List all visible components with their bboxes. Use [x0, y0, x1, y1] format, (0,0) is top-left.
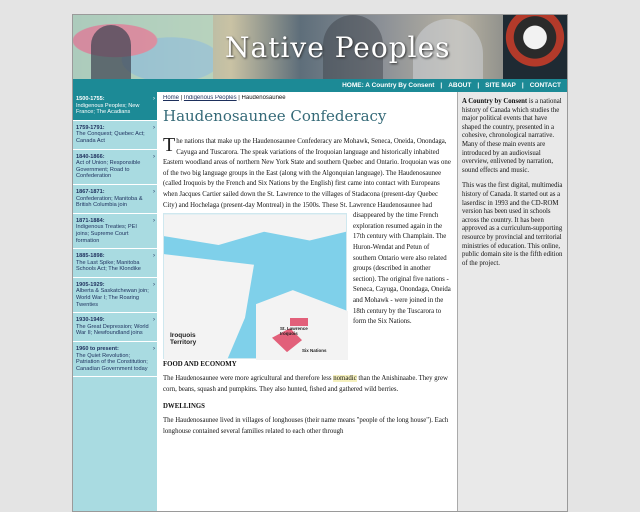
chevron-right-icon: ›: [153, 346, 155, 353]
about-paragraph-1: A Country by Consent is a national history of Canada which studies the major political events that have shaped the country, presented in a cohesive, chronological narrative. Many of these main events are introduced by an audiovisual overview, enlivened by narration, sound effects and music.: [462, 98, 562, 174]
top-nav: HOME: A Country By Consent | ABOUT | SITE MAP | CONTACT: [73, 79, 567, 92]
food-economy-heading: FOOD AND ECONOMY: [163, 361, 237, 369]
food-economy-paragraph: The Haudenosaunee were more agricultural and therefore less nomadic than the Anishinaabe. They grew corn, beans, squash and pumpkins. They also hunted, fished and gathered wild berries.: [163, 375, 448, 393]
chevron-right-icon: ›: [153, 124, 155, 131]
sidebar-item-1759-1791[interactable]: 1759-1791: The Conquest; Quebec Act; Canada Act ›: [73, 121, 157, 150]
map-territory-highlight: [290, 318, 308, 326]
intro-paragraph: T he nations that make up the Haudenosaunee Confederacy are Mohawk, Seneca, Oneida, Onondaga, Cayuga and Tuscarora. The speak variations of the Iroquoian language and historically inhabited Eastern woodland areas of northern New York State and southern Quebec and Ontario. Iroquoian was one of the two big language groups in the East (along with the Algonquian language). The Haudenosaunee (called Iroquois by the French and Six Nations by the English) first came into contact with Europeans when Jacques Cartier sailed down the St. Lawrence to the villages of Stadacona (present-day Quebec City) and Hochelaga (present-day Montreal) in the 1500s. These St. Lawrence Iroquois Territory St. Lawrence Iroquois Six Nations Haudenosaunee had disappeared by the time French exploration resumed again in the 17th century with Champlain. The Huron-Wendat and Petun of southern Ontario were also related groups (described in another section). The original five nations - Seneca, Cayuga, Onondaga, Oneida and Mohawk - were joined in the 18th century by the Tuscarora to form the Six Nations.: [163, 137, 451, 328]
breadcrumb: Home | Indigenous Peoples | Haudenosaunee: [163, 95, 286, 101]
chevron-right-icon: ›: [153, 217, 155, 224]
chevron-right-icon: ›: [153, 188, 155, 195]
chevron-right-icon: ›: [153, 253, 155, 260]
breadcrumb-parent-link[interactable]: Indigenous Peoples: [183, 95, 237, 101]
nav-contact-link[interactable]: CONTACT: [529, 82, 561, 89]
nav-about-link[interactable]: ABOUT: [448, 82, 472, 89]
sidebar-item-1500-1755[interactable]: 1500-1755: Indigenous Peoples; New France; The Acadians ›: [73, 92, 157, 121]
iroquois-territory-map: [163, 213, 347, 359]
sidebar-item-1960-present[interactable]: 1960 to present: The Quiet Revolution; Patriation of the Constitution; Canadian Government today ›: [73, 342, 157, 377]
banner-totem-image: [503, 15, 567, 79]
chevron-right-icon: ›: [153, 153, 155, 160]
page-container: [72, 14, 568, 512]
dwellings-heading: DWELLINGS: [163, 403, 205, 411]
sidebar-item-1905-1929[interactable]: 1905-1929: Alberta & Saskatchewan join; World War I; The Roaring Twenties ›: [73, 278, 157, 313]
sidebar-nav: [73, 92, 157, 512]
about-paragraph-2: This was the first digital, multimedia history of Canada. It started out as a laserdisc in 1993 and the CD-ROM version has been used in schools across the country. It has been approved as a curriculum-supporting resource by provincial and territorial ministries of education. This online, public domain site is the fifth edition of the project.: [462, 182, 563, 267]
banner-figure-image: [91, 25, 131, 79]
glossary-term[interactable]: nomadic: [333, 375, 357, 383]
map-label-six-nations: Six Nations: [302, 348, 327, 354]
chevron-right-icon: ›: [153, 317, 155, 324]
site-banner: [73, 15, 567, 79]
banner-title: Native Peoples: [225, 31, 451, 64]
map-land-shape: [164, 214, 346, 258]
breadcrumb-current: Haudenosaunee: [241, 95, 286, 101]
nav-sitemap-link[interactable]: SITE MAP: [485, 82, 516, 89]
sidebar-item-1871-1884[interactable]: 1871-1884: Indigenous Treaties; PEI joins; Supreme Court formation ›: [73, 214, 157, 249]
chevron-right-icon: ›: [153, 281, 155, 288]
main-content: [163, 95, 451, 512]
page-title: Haudenosaunee Confederacy: [163, 107, 387, 125]
nav-home-link[interactable]: HOME: A Country By Consent: [342, 82, 435, 89]
chevron-right-icon: ›: [153, 96, 155, 102]
dropcap-letter: T: [163, 134, 176, 156]
map-label-territory: Iroquois Territory: [170, 332, 197, 347]
map-label-st-lawrence: St. Lawrence Iroquois: [280, 326, 308, 337]
dwellings-paragraph: The Haudenosaunee lived in villages of longhouses (their name means "people of the long house"). Each longhouse contained several families related to each other through: [163, 417, 449, 435]
sidebar-item-1930-1949[interactable]: 1930-1949: The Great Depression; World War II; Newfoundland joins ›: [73, 313, 157, 342]
sidebar-item-1885-1898[interactable]: 1885-1898: The Last Spike; Manitoba Schools Act; The Klondike ›: [73, 249, 157, 278]
about-sidebar: [457, 92, 567, 512]
sidebar-item-1867-1871[interactable]: 1867-1871: Confederation; Manitoba & British Columbia join ›: [73, 185, 157, 214]
sidebar-item-1840-1866[interactable]: 1840-1866: Act of Union; Responsible Government; Road to Confederation ›: [73, 150, 157, 185]
breadcrumb-home-link[interactable]: Home: [163, 95, 180, 101]
